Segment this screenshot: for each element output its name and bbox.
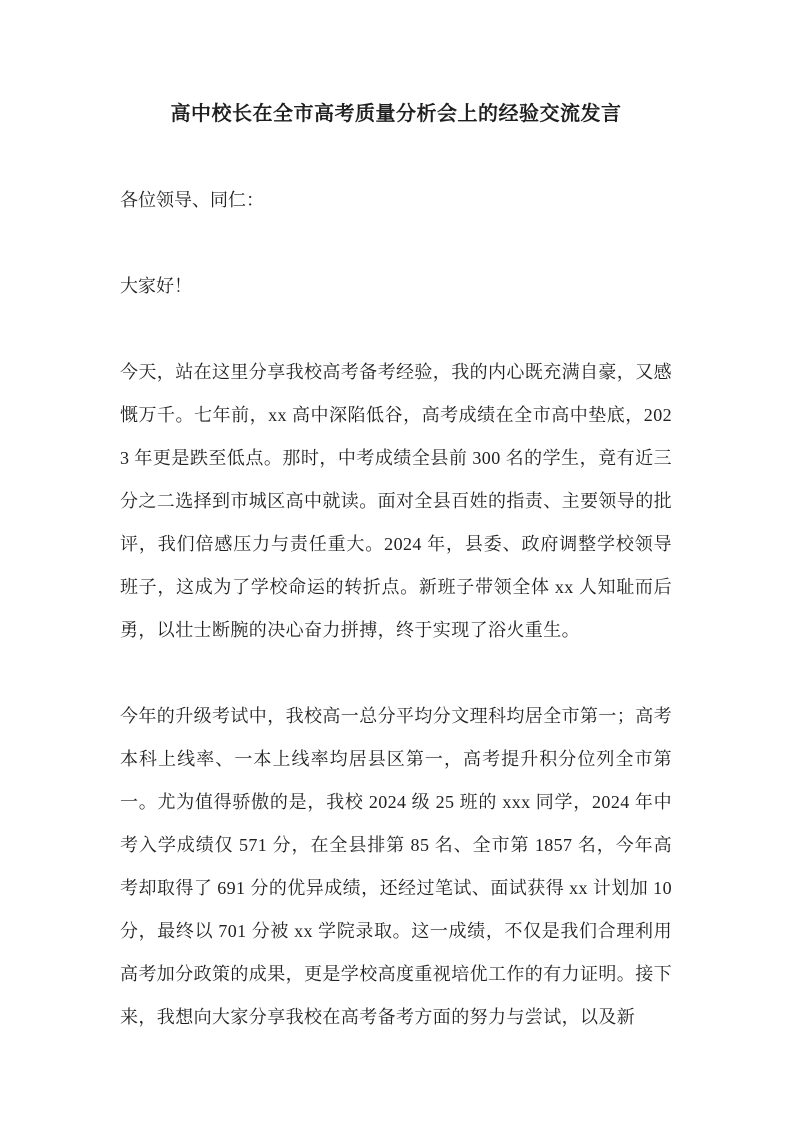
body-paragraph-2: 今年的升级考试中，我校高一总分平均分文理科均居全市第一；高考本科上线率、一本上线率均居县区第一，高考提升积分位列全市第一。尤为值得骄傲的是，我校 2024 级 25 班的 xxx 同学，2024 年中考入学成绩仅 571 分，在全县排第 85 名、全市第 1857 名，今年高考却取得了 691 分的优异成绩，还经过笔试、面试获得 xx 计划加 10 分，最终以 701 分被 xx 学院录取。这一成绩，不仅是我们合理利用高考加分政策的成果，更是学校高度重视培优工作的有力证明。接下来，我想向大家分享我校在高考备考方面的努力与尝试，以及新 [120,706,672,1027]
body-paragraph-1: 今天，站在这里分享我校高考备考经验，我的内心既充满自豪，又感慨万千。七年前，xx 高中深陷低谷，高考成绩在全市高中垫底，2023 年更是跌至低点。那时，中考成绩全县前 300 名的学生，竟有近三分之二选择到市城区高中就读。面对全县百姓的指责、主要领导的批评，我们倍感压力与责任重大。2024 年，县委、政府调整学校领导班子，这成为了学校命运的转折点。新班子带领全体 xx 人知耻而后勇，以壮士断腕的决心奋力拼搏，终于实现了浴火重生。 [120,362,672,640]
salutation-line: 各位领导、同仁： [120,190,264,210]
greeting-line: 大家好！ [120,276,192,296]
document-title: 高中校长在全市高考质量分析会上的经验交流发言 [170,103,622,125]
